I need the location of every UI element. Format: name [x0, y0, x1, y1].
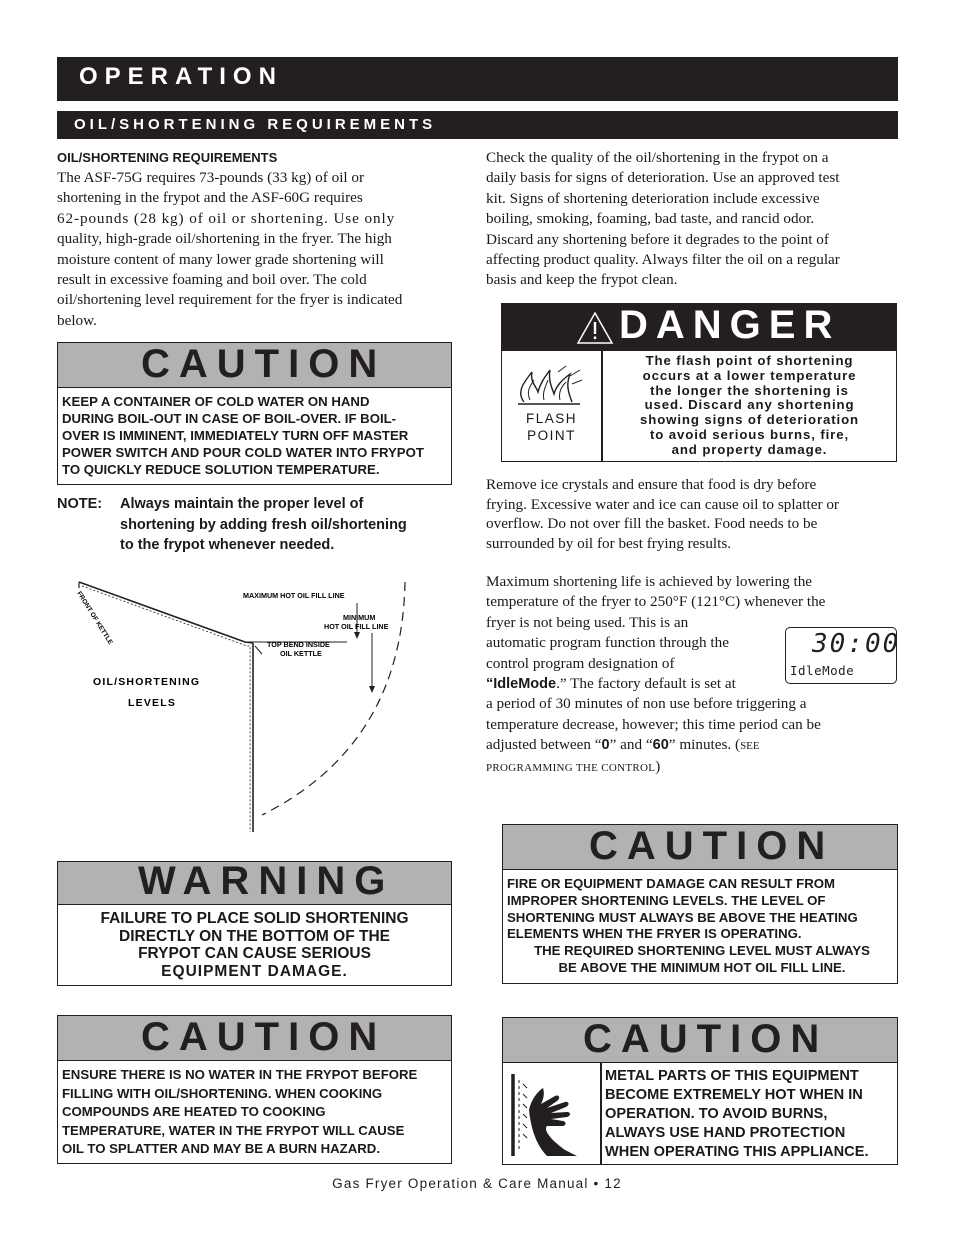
danger-line: The flash point of shortening: [645, 353, 854, 368]
controller-display: [785, 627, 901, 684]
adjust-text: ” and “: [609, 736, 653, 754]
adjust-min-value: 0: [601, 737, 610, 754]
caution-line: WHEN OPERATING THIS APPLIANCE.: [605, 1144, 869, 1160]
intro-line: oil/shortening level requirement for the fryer is indicated: [57, 291, 403, 309]
reference-line: [486, 757, 906, 778]
caution-line: POWER SWITCH AND POUR COLD WATER INTO FRYPOT: [62, 445, 424, 460]
quality-line: Discard any shortening before it degrades to the point of: [486, 230, 829, 248]
caution-text: [507, 876, 897, 977]
flame-icon: [514, 362, 586, 408]
oil-level-arc: [262, 582, 405, 815]
life-line: Maximum shortening life is achieved by lowering the: [486, 573, 813, 590]
display-time: 30:00: [812, 629, 901, 659]
danger-line: showing signs of deterioration: [640, 412, 859, 428]
min-fill-arrow: [369, 686, 375, 693]
caution-line: KEEP A CONTAINER OF COLD WATER ON HAND: [62, 394, 370, 409]
caution-header: [58, 1016, 451, 1061]
life-line: temperature of the fryer to 250°F (121°C) whenever the: [486, 593, 826, 611]
top-bend-label-2: OIL KETTLE: [280, 649, 322, 658]
idlemode-term: “IdleMode: [486, 676, 557, 693]
levels-label-1: OIL/SHORTENING: [93, 676, 201, 688]
danger-line: the longer the shortening is: [650, 382, 849, 398]
warning-line: EQUIPMENT DAMAGE.: [161, 962, 348, 980]
note-line: Always maintain the proper level of: [120, 496, 364, 512]
caution-line: ELEMENTS WHEN THE FRYER IS OPERATING.: [507, 926, 802, 942]
life-line: temperature decrease, however; this time period can be: [486, 715, 821, 733]
caution-line: FIRE OR EQUIPMENT DAMAGE CAN RESULT FROM: [507, 876, 835, 891]
caution-title: CAUTION: [141, 342, 387, 386]
subsection-header-bar: [57, 111, 898, 139]
note-line: to the frypot whenever needed.: [120, 537, 335, 553]
ice-line: surrounded by oil for best frying results.: [486, 534, 732, 552]
danger-text: [603, 354, 896, 458]
note-text: [120, 494, 470, 556]
danger-line: occurs at a lower temperature: [642, 367, 857, 383]
caution-box-levels: [502, 824, 898, 984]
section-header-bar: [57, 57, 898, 101]
oil-requirements-intro: [57, 168, 467, 331]
caution-line: FILLING WITH OIL/SHORTENING. WHEN COOKING: [62, 1085, 383, 1101]
adjust-max-value: 60: [652, 737, 669, 754]
warning-triangle-icon: [576, 311, 614, 345]
caution-divider: [600, 1063, 602, 1164]
caution-line: TO QUICKLY REDUCE SOLUTION TEMPERATURE.: [62, 462, 380, 477]
min-fill-label-2: HOT OIL FILL LINE: [324, 622, 389, 631]
caution-line: TEMPERATURE, WATER IN THE FRYPOT WILL CAUSE: [62, 1122, 405, 1138]
caution-title: CAUTION: [583, 1017, 829, 1061]
note-line: shortening by adding fresh oil/shortening: [120, 516, 407, 533]
section-title: OPERATION: [79, 63, 283, 90]
flash-point-label: [502, 410, 601, 444]
kettle-inner-contour: [82, 586, 250, 832]
caution-line: ENSURE THERE IS NO WATER IN THE FRYPOT BEFORE: [62, 1067, 418, 1082]
ice-paragraph: [486, 475, 906, 553]
danger-line: and property damage.: [671, 441, 828, 457]
levels-label-2: LEVELS: [128, 697, 177, 709]
flash-label: FLASH: [525, 411, 577, 426]
warning-line: FRYPOT CAN CAUSE SERIOUS: [138, 945, 371, 962]
caution-box-boilout: [57, 342, 452, 485]
caution-line: THE REQUIRED SHORTENING LEVEL MUST ALWAYS: [534, 943, 870, 959]
warning-title: WARNING: [138, 859, 395, 903]
quality-line: Check the quality of the oil/shortening in the frypot on a: [486, 149, 829, 166]
adjust-text: ” minutes. (: [668, 736, 741, 754]
oil-level-diagram: [57, 570, 457, 840]
caution-line: DURING BOIL-OUT IN CASE OF BOIL-OVER. IF BOIL-: [62, 411, 397, 426]
caution-box-hot-metal: [502, 1017, 898, 1165]
caution-text: [605, 1067, 897, 1162]
intro-line: 62-pounds (28 kg) of oil or shortening. Use only: [57, 209, 396, 227]
quality-line: basis and keep the frypot clean.: [486, 271, 678, 289]
oil-requirements-heading: OIL/SHORTENING REQUIREMENTS: [57, 150, 278, 165]
adjust-text: adjusted between “: [486, 736, 602, 754]
danger-line: used. Discard any shortening: [644, 397, 855, 413]
ice-line: frying. Excessive water and ice can cause oil to splatter or: [486, 495, 839, 513]
max-fill-arrow: [354, 632, 360, 639]
top-bend-label-1: TOP BEND INSIDE: [267, 640, 330, 649]
caution-text: [62, 393, 452, 478]
display-mode-label: IdleMode: [790, 663, 855, 678]
subsection-title: OIL/SHORTENING REQUIREMENTS: [74, 116, 437, 133]
quality-line: affecting product quality. Always filter the oil on a regular: [486, 251, 840, 269]
ice-line: Remove ice crystals and ensure that food is dry before: [486, 476, 817, 493]
danger-box: [501, 303, 897, 462]
danger-header: [502, 304, 896, 351]
reference-close: ): [655, 757, 661, 775]
intro-line: moisture content of many lower grade shortening will: [57, 250, 384, 268]
caution-line: OPERATION. TO AVOID BURNS,: [605, 1106, 828, 1122]
min-fill-label-1: MINIMUM: [343, 613, 376, 622]
front-of-kettle-label: FRONT OF KETTLE: [75, 590, 114, 646]
see-reference: SEE: [740, 740, 760, 753]
quality-line: boiling, smoking, foaming, bad taste, and rancid odor.: [486, 210, 815, 228]
page-footer: Gas Fryer Operation & Care Manual • 12: [332, 1176, 622, 1191]
note-label: NOTE:: [57, 496, 103, 512]
caution-line: IMPROPER SHORTENING LEVELS. THE LEVEL OF: [507, 892, 826, 908]
warning-line: DIRECTLY ON THE BOTTOM OF THE: [119, 927, 390, 945]
caution-line: ALWAYS USE HAND PROTECTION: [605, 1125, 846, 1141]
programming-reference: PROGRAMMING THE CONTROL: [486, 761, 656, 774]
life-line: automatic program function through the: [486, 634, 729, 652]
life-line: fryer is not being used. This is an: [486, 613, 689, 631]
warning-box: [57, 861, 452, 986]
caution-line: BE ABOVE THE MINIMUM HOT OIL FILL LINE.: [558, 959, 846, 975]
quality-paragraph: [486, 148, 906, 291]
ice-line: overflow. Do not over fill the basket. Food needs to be: [486, 515, 818, 533]
caution-line: BECOME EXTREMELY HOT WHEN IN: [605, 1087, 863, 1103]
intro-line: shortening in the frypot and the ASF-60G requires: [57, 189, 363, 207]
warning-text: [58, 910, 451, 980]
caution-line: COMPOUNDS ARE HEATED TO COOKING: [62, 1104, 326, 1120]
intro-line: below.: [57, 311, 97, 329]
adjust-line: [486, 735, 906, 756]
idlemode-after: .” The factory default is set at: [556, 675, 736, 693]
top-bend-leader: [255, 646, 262, 654]
life-line: control program designation of: [486, 654, 675, 672]
caution-text: [62, 1066, 452, 1159]
point-label: POINT: [527, 428, 576, 443]
intro-line: quality, high-grade oil/shortening in the fryer. The high: [57, 230, 392, 248]
caution-line: OVER IS IMMINENT, IMMEDIATELY TURN OFF MASTER: [62, 428, 409, 443]
danger-line: to avoid serious burns, fire,: [649, 426, 850, 442]
caution-header: [58, 343, 451, 388]
caution-box-water: [57, 1015, 452, 1164]
intro-line: result in excessive foaming and boil over. The cold: [57, 271, 367, 289]
quality-line: daily basis for signs of deterioration. Use an approved test: [486, 169, 840, 187]
quality-line: kit. Signs of shortening deterioration include excessive: [486, 189, 820, 207]
caution-header: [503, 825, 897, 870]
warning-header: [58, 859, 451, 905]
caution-line: OIL TO SPLATTER AND MAY BE A BURN HAZARD.: [62, 1141, 380, 1157]
max-fill-label: MAXIMUM HOT OIL FILL LINE: [243, 591, 345, 600]
caution-line: SHORTENING MUST ALWAYS BE ABOVE THE HEATING: [507, 909, 858, 925]
life-line: a period of 30 minutes of non use before triggering a: [486, 695, 807, 713]
danger-title: DANGER: [619, 303, 841, 347]
caution-title: CAUTION: [589, 824, 835, 868]
warning-line: FAILURE TO PLACE SOLID SHORTENING: [100, 910, 409, 927]
hot-surface-hand-icon: [507, 1070, 595, 1160]
caution-line: METAL PARTS OF THIS EQUIPMENT: [605, 1068, 859, 1084]
caution-header: [503, 1018, 897, 1063]
intro-line: The ASF-75G requires 73-pounds (33 kg) of oil or: [57, 169, 365, 186]
caution-title: CAUTION: [141, 1015, 387, 1059]
